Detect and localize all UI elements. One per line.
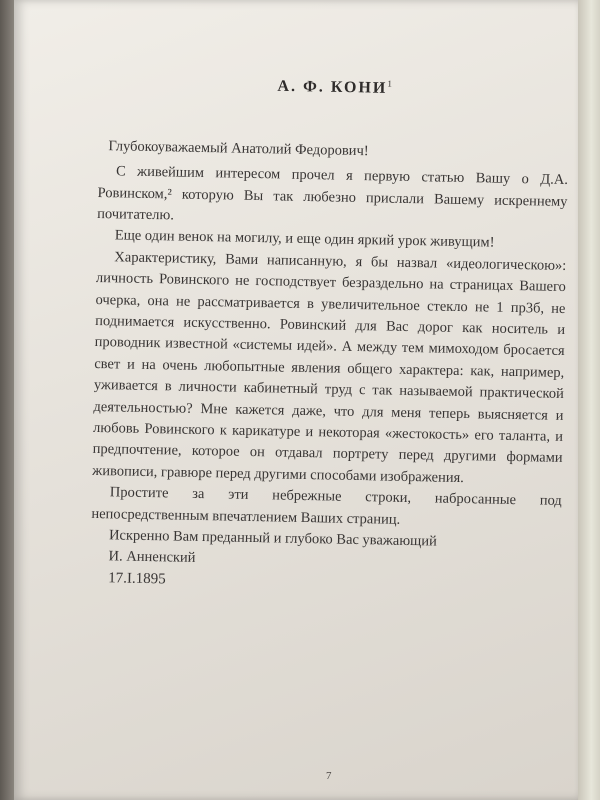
heading-text: А. Ф. КОНИ	[277, 77, 388, 97]
letter-closing: Искренно Вам преданный и глубоко Вас уважающий	[108, 527, 437, 550]
letter-content	[90, 68, 570, 598]
book-page	[14, 0, 580, 800]
letter-salutation: Глубокоуважаемый Анатолий Федорович!	[108, 137, 369, 159]
letter-paragraph-2: Еще один венок на могилу, и еще один яркий урок живущим!	[114, 227, 495, 251]
letter-paragraph-3: Характеристику, Вами написанную, я бы назвал «идеологическою»: личность Ровинского не господствует безраздельно на страницах Вашего очерка, она не рассматривается в увеличительное стекло не 1 пр3б, не поднимается искусственно. Ровинский для Вас дорог как носитель и проводник известной «системы идей». А между тем мимоходом бросается свет и на очень любопытные явления общего характера: как, например, уживается в личности кабинетный труд с так называемой практической деятельностью? Мне кажется даже, что для меня теперь выясняется и любовь Ровинского к карикатуре и некоторая «жестокость» его таланта, и предпочтение, которое он отдавал портрету перед другими формами живописи, гравюре перед другими способами изображения.	[92, 249, 567, 486]
letter-paragraph-1: С живейшим интересом прочел я первую статью Вашу о Д.А. Ровинском,² которую Вы так любезно прислали Вашему искреннему почитателю.	[97, 163, 569, 224]
letter-signature: И. Анненский	[108, 548, 196, 567]
letter-paragraph-4: Простите за эти небрежные строки, набросанные под непосредственным впечатлением Ваших страниц.	[91, 484, 562, 528]
left-page-edge	[0, 0, 14, 800]
heading-footnote-marker: 1	[387, 78, 393, 89]
book-cover-edge	[578, 0, 600, 800]
letter-date: 17.I.1895	[108, 570, 166, 588]
page-number: 7	[326, 770, 332, 782]
letter-heading	[100, 68, 570, 103]
